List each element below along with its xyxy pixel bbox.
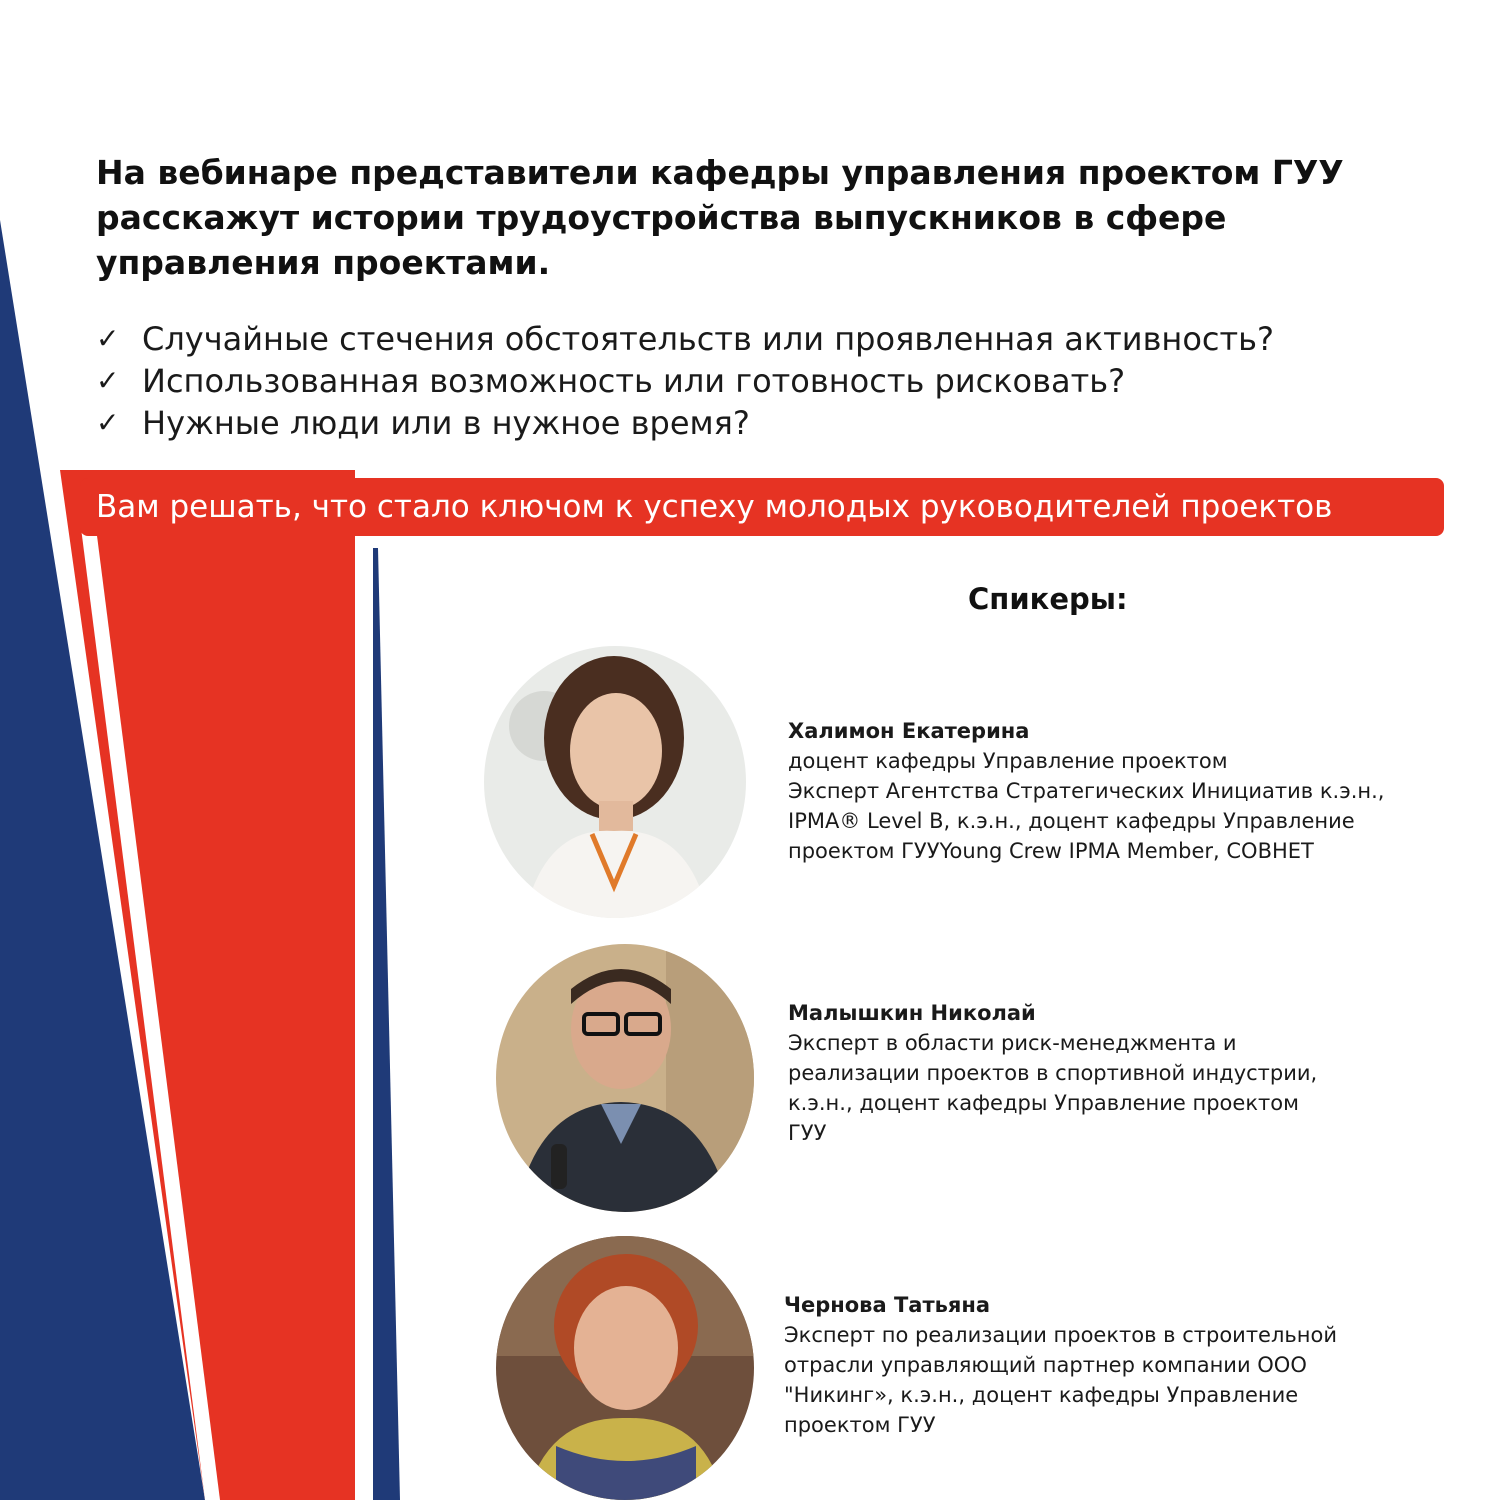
checklist-item xyxy=(96,318,1274,360)
speaker-name: Малышкин Николай xyxy=(788,1001,1036,1025)
headline-text: На вебинаре представители кафедры управления проектом ГУУ расскажут истории трудоустройства выпускников в сфере управления проектами. xyxy=(96,153,1344,282)
speakers-title: Спикеры: xyxy=(968,582,1128,616)
speaker-photo-khalimon xyxy=(484,646,746,918)
speaker-desc-line: проектом ГУУYoung Crew IPMA Member, СОВНЕТ xyxy=(788,839,1314,863)
checklist-item xyxy=(96,402,1274,444)
speaker-desc-line: Эксперт по реализации проектов в строительной xyxy=(784,1323,1338,1347)
woman-portrait-icon xyxy=(484,646,746,918)
speaker-photo-chernova xyxy=(496,1236,754,1500)
speaker-desc-line: отрасли управляющий партнер компании ООО xyxy=(784,1353,1307,1377)
speaker-desc-line: IPMA® Level B, к.э.н., доцент кафедры Управление xyxy=(788,809,1355,833)
speaker-desc-line: "Никинг», к.э.н., доцент кафедры Управление xyxy=(784,1383,1299,1407)
speaker-desc-line: проектом ГУУ xyxy=(784,1413,936,1437)
speaker-info-chernova xyxy=(784,1290,1464,1440)
woman-portrait-icon xyxy=(496,1236,754,1500)
check-icon: ✓ xyxy=(96,406,120,439)
cta-banner: Вам решать, что стало ключом к успеху молодых руководителей проектов xyxy=(80,478,1444,536)
check-icon: ✓ xyxy=(96,322,120,355)
checklist-item-text: Случайные стечения обстоятельств или проявленная активность? xyxy=(142,320,1274,358)
check-icon: ✓ xyxy=(96,364,120,397)
question-checklist xyxy=(96,318,1274,444)
speaker-desc-line: Эксперт Агентства Стратегических Инициатив к.э.н., xyxy=(788,779,1385,803)
speaker-desc-line: Эксперт в области риск-менеджмента и xyxy=(788,1031,1237,1055)
checklist-item-text: Использованная возможность или готовность рисковать? xyxy=(142,362,1126,400)
checklist-item-text: Нужные люди или в нужное время? xyxy=(142,404,750,442)
speaker-desc-line: реализации проектов в спортивной индустрии, xyxy=(788,1061,1318,1085)
speaker-photo-malyshkin xyxy=(496,944,754,1212)
speaker-desc-line: доцент кафедры Управление проектом xyxy=(788,749,1228,773)
navy-wedge-right-shape xyxy=(373,548,400,1500)
speaker-desc-line: ГУУ xyxy=(788,1121,827,1145)
checklist-item xyxy=(96,360,1274,402)
speaker-name: Чернова Татьяна xyxy=(784,1293,991,1317)
speaker-info-khalimon xyxy=(788,716,1468,866)
speaker-info-malyshkin xyxy=(788,998,1468,1148)
man-portrait-icon xyxy=(496,944,754,1212)
speaker-name: Халимон Екатерина xyxy=(788,719,1030,743)
speaker-desc-line: к.э.н., доцент кафедры Управление проектом xyxy=(788,1091,1299,1115)
